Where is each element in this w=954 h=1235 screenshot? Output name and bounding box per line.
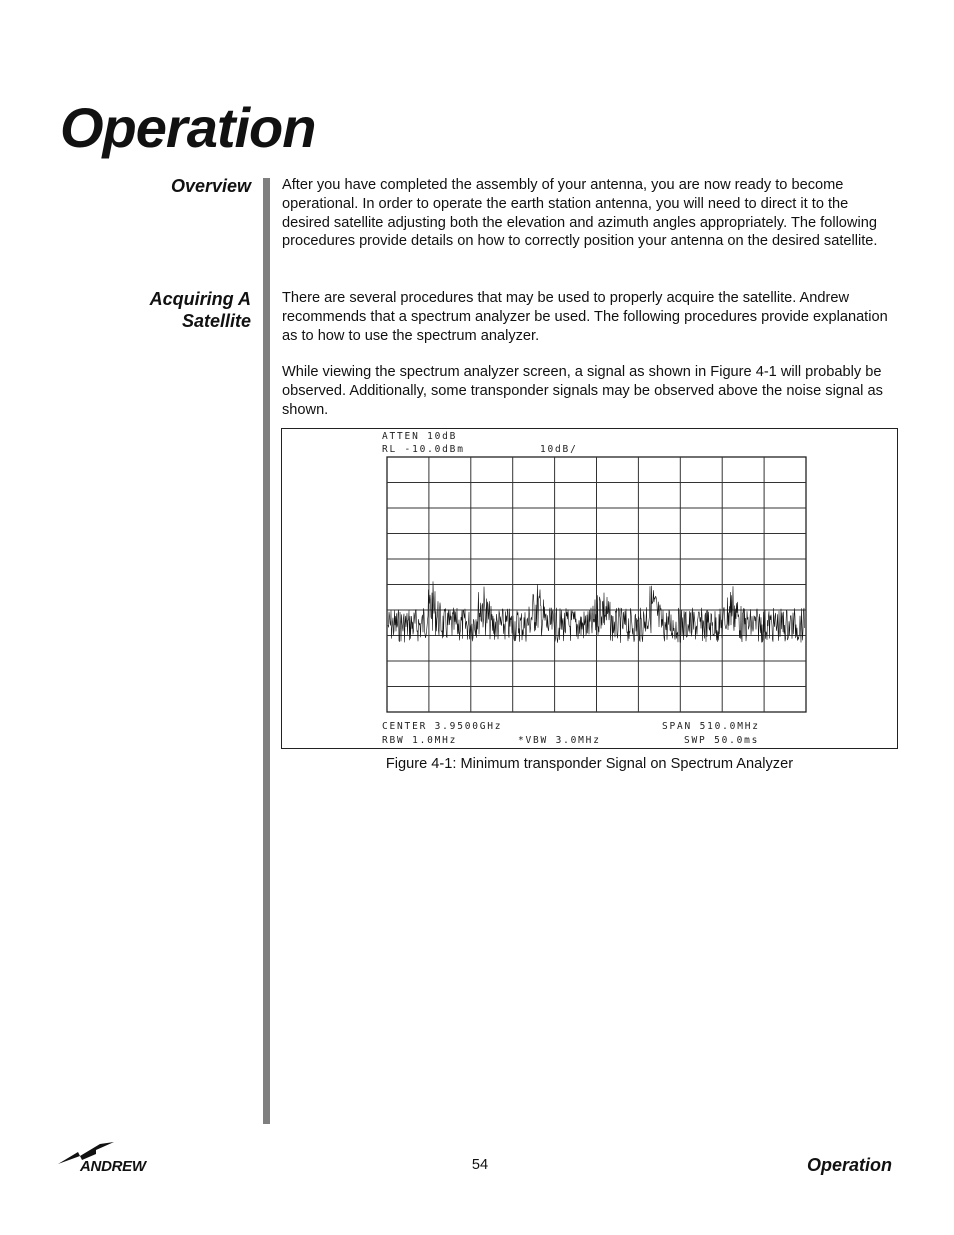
page-number: 54	[471, 1157, 489, 1173]
graticule	[387, 457, 806, 712]
figure-caption: Figure 4-1: Minimum transponder Signal on Spectrum Analyzer	[385, 756, 794, 772]
center-freq-label: CENTER 3.9500GHz	[382, 721, 503, 732]
sweep-label: SWP 50.0ms	[684, 735, 760, 746]
overview-paragraph: After you have completed the assembly of your antenna, you are now ready to become operational. In order to operate the earth station antenna, you will need to direct it to the desired satellite adjusting both the elevation and azimuth angles appropriately. The following procedures provide details on how to correctly position your antenna on the desired satellite.	[282, 177, 878, 250]
span-label: SPAN 510.0MHz	[662, 721, 760, 732]
ref-level-label: RL -10.0dBm	[382, 444, 465, 455]
spectrum-analyzer-figure	[281, 428, 898, 749]
overview-heading-label: Overview	[170, 176, 251, 196]
andrew-logo-text: ANDREW	[80, 1158, 146, 1175]
overview-heading	[51, 175, 251, 197]
acquiring-satellite-heading	[51, 288, 251, 332]
footer-section-title: Operation	[806, 1155, 892, 1175]
scale-label: 10dB/	[540, 444, 578, 455]
rbw-label: RBW 1.0MHz	[382, 735, 458, 746]
page-title: Operation	[60, 96, 316, 159]
spectrum-paragraph: While viewing the spectrum analyzer screen, a signal as shown in Figure 4-1 will probably be observed. Additionally, some transponder signals may be observed above the noise signal as shown.	[282, 364, 883, 418]
vbw-label: *VBW 3.0MHz	[518, 735, 601, 746]
atten-label: ATTEN 10dB	[382, 431, 458, 442]
acquiring-heading-line1: Acquiring A	[149, 289, 251, 309]
spectrum-analyzer-screen	[282, 429, 897, 748]
acquiring-paragraph: There are several procedures that may be used to properly acquire the satellite. Andrew recommends that a spectrum analyzer be used. The following procedures provide explanation as to how to use the spectrum analyzer.	[282, 290, 888, 344]
acquiring-heading-line2: Satellite	[181, 311, 251, 331]
vertical-divider	[263, 178, 270, 1124]
